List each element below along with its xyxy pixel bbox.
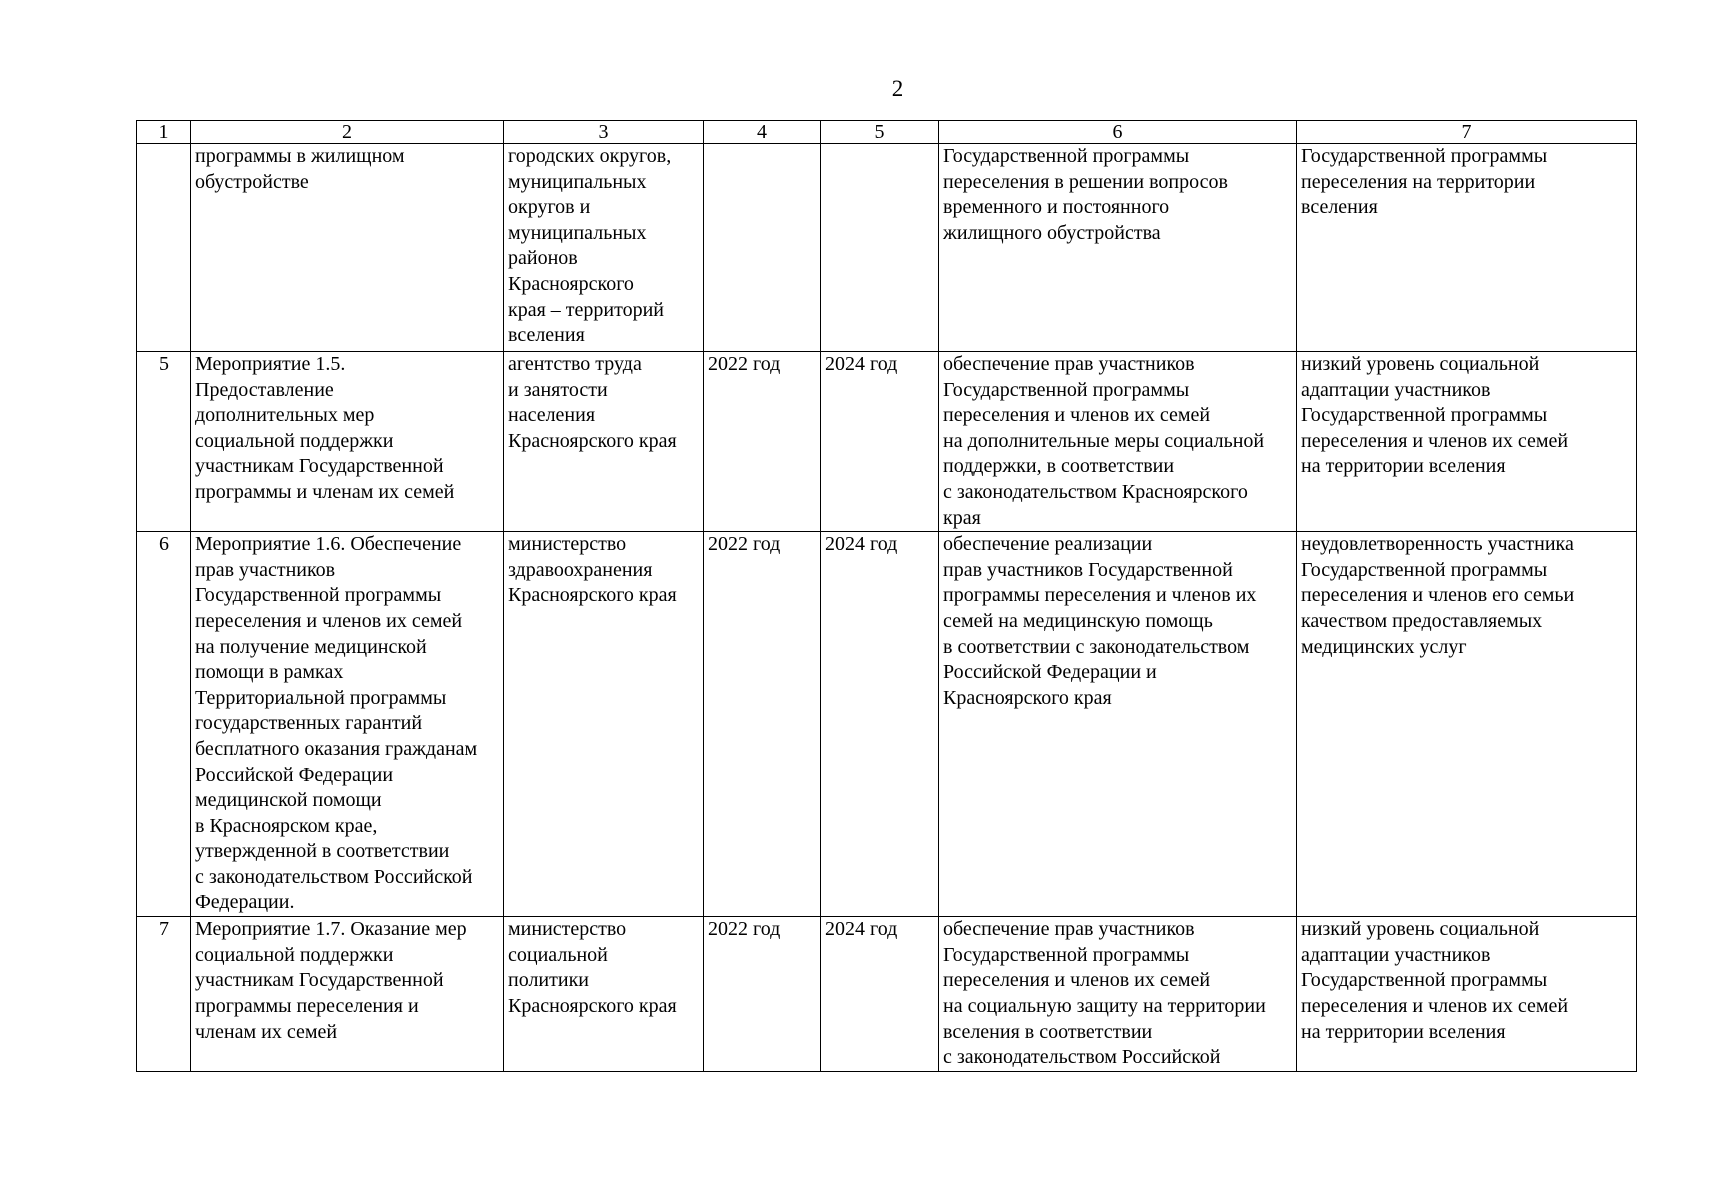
- cell-line: переселения и членов их семей: [1301, 994, 1569, 1017]
- cell-line: вселения: [508, 324, 585, 347]
- table-row: [137, 532, 1637, 917]
- consequence-cell: [1297, 532, 1637, 917]
- cell-line: временного и постоянного: [943, 196, 1170, 219]
- cell-line: социальной поддержки: [195, 943, 394, 966]
- cell-line: агентство труда: [508, 353, 642, 375]
- expected-result-cell: [939, 352, 1297, 532]
- end-year-cell: [821, 144, 939, 352]
- cell-line: с законодательством Красноярского: [943, 480, 1248, 503]
- cell-line: Российской Федерации: [195, 763, 394, 786]
- cell-line: края: [943, 506, 981, 529]
- responsible-body-cell: [504, 144, 704, 352]
- cell-line: вселения: [1301, 196, 1378, 219]
- expected-result-cell: [939, 144, 1297, 352]
- end-year-cell: 2024 год: [821, 917, 939, 1072]
- consequence-cell: [1297, 352, 1637, 532]
- cell-line: и занятости: [508, 378, 608, 401]
- cell-line: Государственной программы: [943, 943, 1190, 966]
- cell-line: утвержденной в соответствии: [195, 840, 450, 863]
- cell-line: семей на медицинскую помощь: [943, 609, 1213, 632]
- cell-line: программы в жилищном: [195, 145, 405, 167]
- cell-line: обеспечение прав участников: [943, 353, 1195, 375]
- cell-line: муниципальных: [508, 170, 647, 193]
- cell-line: Территориальной программы: [195, 686, 447, 709]
- cell-line: адаптации участников: [1301, 378, 1491, 401]
- cell-line: Государственной программы: [1301, 969, 1548, 992]
- start-year-cell: 2022 год: [704, 352, 821, 532]
- cell-line: Красноярского края: [943, 686, 1112, 709]
- cell-line: Российской Федерации и: [943, 661, 1157, 684]
- expected-result-cell: [939, 917, 1297, 1072]
- cell-line: неудовлетворенность участника: [1301, 533, 1574, 556]
- expected-result-cell: [939, 532, 1297, 917]
- cell-line: Красноярского: [508, 272, 634, 295]
- measure-name-cell: [191, 144, 504, 352]
- cell-line: обустройстве: [195, 170, 309, 193]
- cell-line: низкий уровень социальной: [1301, 918, 1540, 941]
- table-row: [137, 917, 1637, 1072]
- cell-line: Государственной программы: [943, 378, 1190, 401]
- cell-line: программы переселения и членов их: [943, 584, 1257, 607]
- cell-line: на получение медицинской: [195, 635, 427, 658]
- column-header: 4: [704, 121, 821, 144]
- cell-line: Государственной программы: [1301, 404, 1548, 427]
- cell-line: с законодательством Российской: [195, 865, 473, 888]
- column-header: 2: [191, 121, 504, 144]
- column-header: 1: [137, 121, 191, 144]
- cell-line: Красноярского края: [508, 584, 677, 607]
- cell-line: края – территорий: [508, 298, 664, 321]
- cell-line: жилищного обустройства: [943, 221, 1161, 244]
- cell-line: бесплатного оказания гражданам: [195, 737, 478, 760]
- cell-line: на социальную защиту на территории: [943, 994, 1266, 1017]
- row-number: [137, 144, 191, 352]
- cell-line: переселения и членов их семей: [195, 609, 463, 632]
- cell-line: министерство: [508, 918, 627, 941]
- cell-line: медицинских услуг: [1301, 635, 1467, 658]
- cell-line: в соответствии с законодательством: [943, 635, 1250, 658]
- cell-line: районов: [508, 247, 578, 270]
- cell-line: Федерации.: [195, 891, 295, 914]
- cell-line: помощи в рамках: [195, 661, 344, 684]
- cell-line: участникам Государственной: [195, 969, 444, 992]
- cell-line: дополнительных мер: [195, 404, 375, 427]
- cell-line: обеспечение реализации: [943, 533, 1153, 556]
- cell-line: социальной поддержки: [195, 429, 394, 452]
- column-header: 3: [504, 121, 704, 144]
- cell-line: Красноярского края: [508, 994, 677, 1017]
- row-number: 6: [137, 532, 191, 917]
- cell-line: обеспечение прав участников: [943, 918, 1195, 941]
- column-header: 7: [1297, 121, 1637, 144]
- cell-line: программы переселения и: [195, 994, 419, 1017]
- end-year-cell: 2024 год: [821, 532, 939, 917]
- row-number: 7: [137, 917, 191, 1072]
- cell-line: населения: [508, 404, 596, 427]
- consequence-cell: [1297, 917, 1637, 1072]
- cell-line: Государственной программы: [943, 145, 1190, 167]
- cell-line: социальной: [508, 943, 608, 966]
- responsible-body-cell: [504, 352, 704, 532]
- cell-line: Предоставление: [195, 378, 334, 401]
- responsible-body-cell: [504, 532, 704, 917]
- cell-line: городских округов,: [508, 145, 672, 167]
- cell-line: переселения и членов их семей: [943, 404, 1211, 427]
- cell-line: низкий уровень социальной: [1301, 353, 1540, 375]
- cell-line: округов и: [508, 196, 591, 219]
- table-row: [137, 144, 1637, 352]
- cell-line: переселения на территории: [1301, 170, 1536, 193]
- cell-line: с законодательством Российской: [943, 1046, 1221, 1069]
- cell-line: поддержки, в соответствии: [943, 455, 1175, 478]
- cell-line: политики: [508, 969, 589, 992]
- responsible-body-cell: [504, 917, 704, 1072]
- cell-line: здравоохранения: [508, 558, 653, 581]
- measure-name-cell: [191, 532, 504, 917]
- cell-line: Мероприятие 1.5.: [195, 353, 346, 375]
- measures-table: [136, 120, 1637, 1072]
- cell-line: на дополнительные меры социальной: [943, 429, 1265, 452]
- cell-line: прав участников: [195, 558, 336, 581]
- consequence-cell: [1297, 144, 1637, 352]
- page-number: 2: [891, 76, 904, 101]
- table-row: [137, 352, 1637, 532]
- cell-line: прав участников Государственной: [943, 558, 1233, 581]
- cell-line: Мероприятие 1.7. Оказание мер: [195, 918, 467, 941]
- cell-line: Государственной программы: [1301, 145, 1548, 167]
- cell-line: медицинской помощи: [195, 789, 382, 812]
- cell-line: переселения и членов его семьи: [1301, 584, 1575, 607]
- cell-line: переселения и членов их семей: [943, 969, 1211, 992]
- cell-line: переселения и членов их семей: [1301, 429, 1569, 452]
- start-year-cell: [704, 144, 821, 352]
- cell-line: членам их семей: [195, 1020, 338, 1043]
- cell-line: муниципальных: [508, 221, 647, 244]
- cell-line: адаптации участников: [1301, 943, 1491, 966]
- cell-line: качеством предоставляемых: [1301, 609, 1543, 632]
- table-header-row: [137, 121, 1637, 144]
- measure-name-cell: [191, 352, 504, 532]
- cell-line: министерство: [508, 533, 627, 556]
- cell-line: на территории вселения: [1301, 455, 1506, 478]
- cell-line: переселения в решении вопросов: [943, 170, 1228, 193]
- column-header: 5: [821, 121, 939, 144]
- cell-line: Мероприятие 1.6. Обеспечение: [195, 533, 462, 556]
- cell-line: государственных гарантий: [195, 712, 423, 735]
- row-number: 5: [137, 352, 191, 532]
- cell-line: Красноярского края: [508, 429, 677, 452]
- cell-line: Государственной программы: [195, 584, 442, 607]
- start-year-cell: 2022 год: [704, 917, 821, 1072]
- column-header: 6: [939, 121, 1297, 144]
- end-year-cell: 2024 год: [821, 352, 939, 532]
- cell-line: на территории вселения: [1301, 1020, 1506, 1043]
- cell-line: участникам Государственной: [195, 455, 444, 478]
- measure-name-cell: [191, 917, 504, 1072]
- start-year-cell: 2022 год: [704, 532, 821, 917]
- cell-line: в Красноярском крае,: [195, 814, 378, 837]
- cell-line: Государственной программы: [1301, 558, 1548, 581]
- cell-line: вселения в соответствии: [943, 1020, 1153, 1043]
- cell-line: программы и членам их семей: [195, 480, 455, 503]
